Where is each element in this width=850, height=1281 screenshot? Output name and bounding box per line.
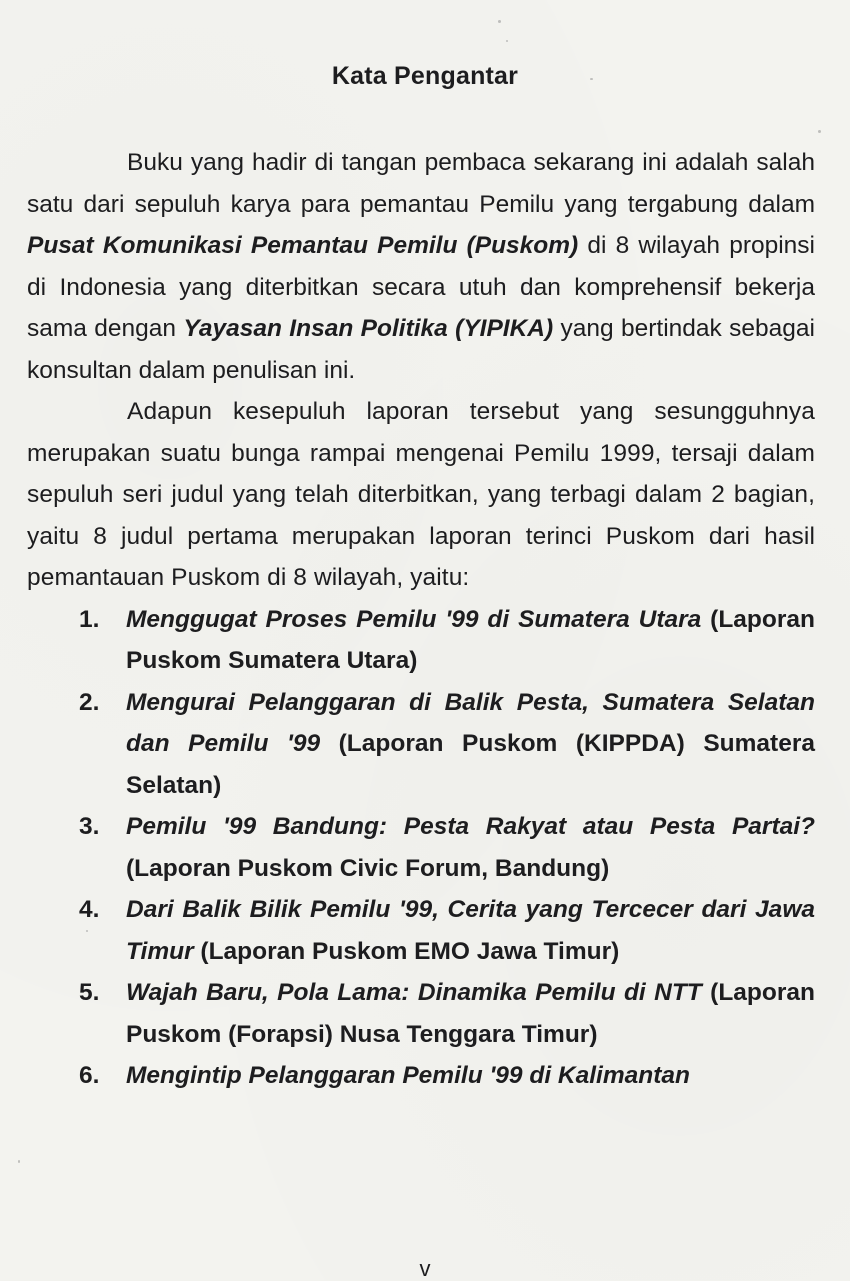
list-item-number: 4. — [79, 896, 100, 923]
paragraph-intro-text-1: Buku yang hadir di tangan pembaca sekarang ini adalah salah satu dari sepuluh karya para pemantau Pemilu yang tergabung dalam — [27, 149, 815, 218]
scan-speck — [590, 78, 593, 80]
list-item — [27, 806, 815, 889]
list-item — [27, 682, 815, 807]
list-item-note: (Laporan Puskom EMO Jawa Timur) — [193, 937, 620, 965]
list-item-note: (Laporan Puskom Civic Forum, Bandung) — [126, 854, 610, 882]
list-item-note: (Laporan Puskom (KIPPDA) Sumatera Selatan) — [126, 730, 815, 799]
list-item-note: (Laporan Puskom (Forapsi) Nusa Tenggara Timur) — [126, 979, 815, 1048]
paragraph-reports-text: Adapun kesepuluh laporan tersebut yang sesungguhnya merupakan suatu bunga rampai mengenai Pemilu 1999, tersaji dalam sepuluh seri judul yang telah diterbitkan, yang terbagi dalam 2 bagian, yaitu 8 judul pertama merupakan laporan terinci Puskom dari hasil pemantauan Puskom di 8 wilayah, yaitu: — [27, 398, 815, 591]
paragraph-intro-text-2: di 8 wilayah propinsi di Indonesia yang diterbitkan secara utuh dan komprehensif bekerja sama dengan — [27, 232, 815, 342]
list-item-number: 2. — [79, 688, 100, 716]
body-text — [27, 142, 815, 1097]
list-item — [27, 1055, 815, 1097]
list-item-title: Pemilu '99 Bandung: Pesta Rakyat atau Pesta Partai? — [126, 813, 815, 840]
list-item-number: 3. — [79, 813, 100, 840]
list-item-number: 5. — [79, 979, 100, 1006]
paragraph-intro — [27, 142, 815, 391]
puskom-name: Pusat Komunikasi Pemantau Pemilu (Puskom) — [27, 232, 579, 259]
list-item-number: 6. — [79, 1062, 100, 1089]
scan-speck — [818, 130, 821, 133]
report-title-list — [27, 599, 815, 1097]
scan-speck — [498, 20, 501, 23]
paragraph-reports — [27, 391, 815, 599]
scan-speck — [18, 1160, 20, 1163]
list-item — [27, 599, 815, 682]
list-item-number: 1. — [79, 605, 100, 633]
list-item-title: Mengintip Pelanggaran Pemilu '99 di Kalimantan — [126, 1062, 690, 1089]
list-item-title: Mengurai Pelanggaran di Balik Pesta, Sumatera Selatan dan Pemilu '99 — [126, 688, 815, 757]
list-item — [27, 889, 815, 972]
list-item-title: Menggugat Proses Pemilu '99 di Sumatera Utara — [126, 605, 702, 633]
list-item-title: Dari Balik Bilik Pemilu '99, Cerita yang Tercecer dari Jawa Timur — [126, 896, 815, 965]
list-item-note: (Laporan Puskom Sumatera Utara) — [126, 605, 815, 674]
page-title: Kata Pengantar — [331, 62, 519, 90]
scan-speck — [86, 930, 88, 932]
yipika-name: Yayasan Insan Politika (YIPIKA) — [183, 315, 554, 342]
list-item-title: Wajah Baru, Pola Lama: Dinamika Pemilu di NTT — [126, 979, 702, 1006]
scan-speck — [506, 40, 508, 42]
page-number: v — [419, 1256, 431, 1281]
paragraph-intro-text-3: yang bertindak sebagai konsultan dalam penulisan ini. — [27, 315, 815, 384]
list-item — [27, 972, 815, 1055]
